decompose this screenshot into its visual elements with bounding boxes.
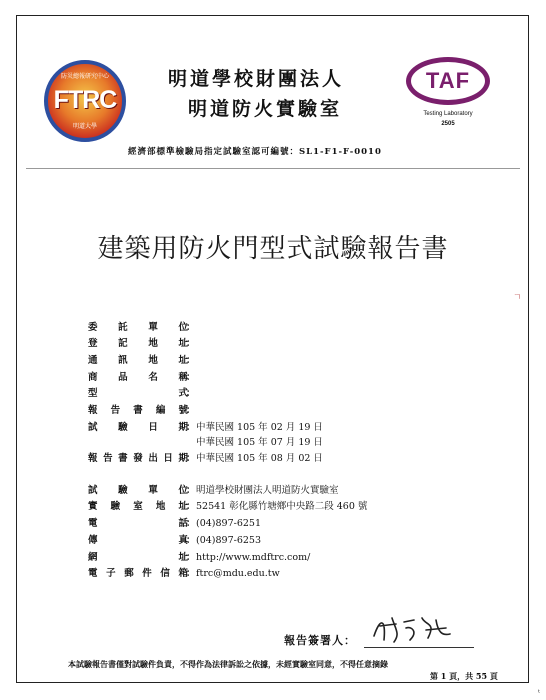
field-label-char: 驗: [110, 501, 121, 512]
field-label-char: 記: [118, 338, 128, 349]
field-label-char: 真: [178, 535, 188, 546]
field-label-char: 位: [178, 322, 188, 333]
field-label-char: 地: [155, 501, 166, 512]
field-label-char: 式: [178, 388, 188, 399]
field-label-char: 地: [148, 338, 158, 349]
seal-bottom-text: 明道大學: [72, 123, 97, 130]
field-label-char: 編: [155, 405, 166, 416]
field-colon: ：: [186, 405, 196, 416]
field-colon: ：: [186, 453, 196, 464]
field-label-char: 址: [178, 338, 188, 349]
field-label-char: 通: [88, 355, 98, 366]
field-label-char: 電: [88, 518, 98, 529]
field-label-char: 商: [88, 372, 98, 383]
field-label-char: 試: [88, 422, 98, 433]
field-label-char: 日: [163, 453, 173, 464]
field-label-char: 試: [88, 485, 98, 496]
page-number: 第 1 頁，共 55 頁: [430, 671, 498, 681]
field-label-char: 報: [88, 405, 98, 416]
field-label-char: 電: [88, 568, 98, 579]
field-value: (04)897-6253: [196, 535, 262, 546]
corner-mark: ᵗ: [538, 688, 541, 697]
field-label-char: 出: [148, 453, 158, 464]
field-colon: ：: [186, 372, 196, 383]
field-label-char: 單: [148, 322, 158, 333]
field-label-char: 單: [148, 485, 158, 496]
field-label-char: 話: [178, 518, 188, 529]
field-value: 中華民國 105 年 07 月 19 日: [196, 437, 323, 448]
field-label-char: 傳: [88, 535, 98, 546]
field-label: [88, 551, 188, 565]
field-colon: ：: [186, 501, 196, 512]
taf-number: 2505: [441, 121, 455, 127]
field-value: 中華民國 105 年 02 月 19 日: [196, 422, 323, 433]
field-colon: ：: [186, 355, 196, 366]
field-label-char: 委: [88, 322, 98, 333]
field-label: [88, 567, 188, 581]
accreditation-number: 經濟部標準檢驗局指定試驗室認可編號：SL1-F1-F-0010: [128, 147, 382, 157]
field-label-char: 址: [178, 355, 188, 366]
field-label-char: 登: [88, 338, 98, 349]
field-value: http://www.mdftrc.com/: [196, 552, 311, 563]
field-label-char: 託: [118, 322, 128, 333]
field-label-char: 址: [178, 501, 188, 512]
field-label: [88, 484, 188, 498]
field-label-char: 期: [178, 422, 188, 433]
field-label-char: 驗: [118, 422, 128, 433]
field-label-char: 位: [178, 485, 188, 496]
field-label-char: 告: [103, 453, 113, 464]
disclaimer-text: 本試驗報告書僅對試驗件負責，不得作為法律訴訟之依據，未經實驗室同意，不得任意摘錄: [68, 659, 388, 669]
field-label: [88, 337, 188, 351]
field-colon: ：: [186, 322, 196, 333]
field-label-char: 址: [178, 552, 188, 563]
field-label: [88, 354, 188, 368]
signature-graphic: [366, 612, 466, 646]
field-colon: ：: [186, 568, 196, 579]
field-label: [88, 387, 188, 401]
field-label-char: 室: [133, 501, 143, 512]
signature-line: [364, 647, 474, 648]
field-label: [88, 534, 188, 548]
field-label-char: 件: [142, 568, 152, 579]
field-label-char: 地: [148, 355, 158, 366]
field-label-char: 實: [88, 501, 98, 512]
ftrc-seal-logo: [44, 60, 126, 142]
field-label: [88, 517, 188, 531]
field-value: 中華民國 105 年 08 月 02 日: [196, 453, 323, 464]
field-label-char: 書: [118, 453, 128, 464]
field-label-char: 期: [178, 453, 188, 464]
taf-logo: TAF: [406, 57, 490, 105]
field-value: (04)897-6251: [196, 518, 262, 529]
field-label: [88, 452, 188, 466]
field-label-char: 箱: [178, 568, 188, 579]
field-colon: ：: [186, 422, 196, 433]
field-label-char: 郵: [124, 568, 134, 579]
seal-top-text: 防災總報研究中心: [60, 73, 109, 80]
field-colon: ：: [186, 338, 196, 349]
field-label-char: 型: [88, 388, 98, 399]
field-label-char: 報: [88, 453, 98, 464]
report-title: 建築用防火門型式試驗報告書: [97, 234, 449, 264]
field-colon: ：: [186, 518, 196, 529]
org-name-line2: 明道防火實驗室: [188, 98, 343, 120]
field-label-char: 號: [178, 405, 188, 416]
field-value: 明道學校財團法人明道防火實驗室: [196, 485, 339, 496]
field-value: 52541 彰化縣竹塘鄉中央路二段 460 號: [196, 501, 368, 512]
field-label-char: 網: [88, 552, 98, 563]
header-divider: [26, 168, 520, 169]
field-label: [88, 421, 188, 435]
field-label: [88, 404, 188, 418]
taf-subtitle: Testing Laboratory: [423, 111, 473, 117]
field-label: [88, 500, 188, 514]
field-label-char: 告: [110, 405, 121, 416]
signatory-label: 報告簽署人：: [284, 634, 356, 647]
field-label-char: 驗: [118, 485, 128, 496]
field-label-char: 信: [160, 568, 170, 579]
field-colon: ：: [186, 485, 196, 496]
margin-mark: ㄱ: [513, 293, 522, 303]
field-label-char: 發: [133, 453, 143, 464]
field-label-char: 日: [148, 422, 158, 433]
field-value: ftrc@mdu.edu.tw: [196, 568, 280, 579]
field-label-char: 訊: [118, 355, 128, 366]
field-colon: ：: [186, 552, 196, 563]
field-colon: ：: [186, 388, 196, 399]
org-name-line1: 明道學校財團法人: [168, 68, 345, 90]
field-colon: ：: [186, 535, 196, 546]
field-label-char: 品: [118, 372, 128, 383]
field-label-char: 稱: [178, 372, 188, 383]
seal-main-text: FTRC: [53, 86, 117, 114]
field-label-char: 書: [133, 405, 143, 416]
field-label: [88, 321, 188, 335]
field-label: [88, 371, 188, 385]
field-label-char: 名: [148, 372, 158, 383]
field-label-char: 子: [106, 568, 116, 579]
